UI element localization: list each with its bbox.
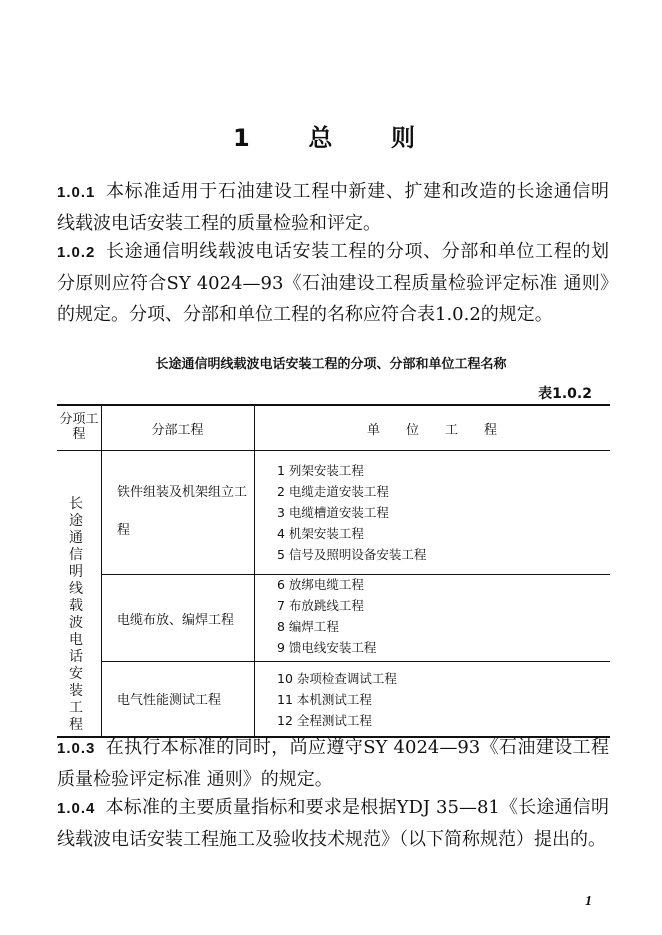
- clause-1-0-1: [57, 176, 609, 239]
- page-number: 1: [585, 894, 592, 909]
- clause-text: 长途通信明线载波电话安装工程的分项、分部和单位工程的划分原则应符合SY 4024—93《石油建设工程质量检验评定标准 通则》的规定。分项、分部和单位工程的名称应符合表1.0.2的规定。: [57, 241, 609, 325]
- header-unit: 单 位 工 程: [366, 423, 497, 438]
- header-division: 分部工程: [151, 423, 204, 438]
- unit-row: 4 机架安装工程: [277, 526, 364, 541]
- unit-row: 9 馈电线安装工程: [277, 640, 377, 655]
- clause-1-0-2: [57, 236, 609, 330]
- clause-number: 1.0.4: [57, 800, 96, 817]
- unit-row: 1 列架安装工程: [277, 463, 364, 478]
- unit-row: 3 电缆槽道安装工程: [277, 505, 389, 520]
- clause-1-0-3: [57, 732, 609, 795]
- table-caption: 长途通信明线载波电话安装工程的分项、分部和单位工程名称: [155, 357, 507, 372]
- unit-row: 12 全程测试工程: [277, 713, 372, 728]
- table-divider: [101, 406, 102, 736]
- division-group-2: 电缆布放、编焊工程: [117, 613, 235, 628]
- clause-1-0-4: [57, 792, 609, 855]
- clause-number: 1.0.2: [57, 244, 96, 261]
- group-rule: [101, 661, 610, 662]
- header-subitem: 分项工程: [59, 412, 99, 442]
- unit-row: 6 放绑电缆工程: [277, 577, 364, 592]
- table-divider: [254, 406, 255, 736]
- clause-number: 1.0.3: [57, 740, 96, 757]
- unit-row: 11 本机测试工程: [277, 692, 372, 707]
- unit-row: 8 编焊工程: [277, 619, 339, 634]
- unit-row: 5 信号及照明设备安装工程: [277, 547, 427, 562]
- clause-text: 本标准适用于石油建设工程中新建、扩建和改造的长途通信明线载波电话安装工程的质量检验和评定。: [57, 181, 609, 234]
- division-group-3: 电气性能测试工程: [117, 693, 222, 708]
- unit-row: 7 布放跳线工程: [277, 598, 364, 613]
- table-number: 表1.0.2: [538, 386, 592, 402]
- clause-text: 在执行本标准的同时，尚应遵守SY 4024—93《石油建设工程质量检验评定标准 通则》的规定。: [57, 737, 609, 790]
- clause-number: 1.0.1: [57, 184, 96, 201]
- classification-table: [57, 404, 610, 738]
- page-title: 1 总 则: [232, 124, 430, 152]
- project-name-vertical: 长途通信明线载波电话安装工程: [69, 496, 83, 733]
- clause-text: 本标准的主要质量指标和要求是根据YDJ 35—81《长途通信明线载波电话安装工程施工及验收技术规范》（以下简称规范）提出的。: [57, 797, 609, 850]
- division-group-1: 铁件组装及机架组立工程: [117, 485, 248, 538]
- header-rule: [57, 450, 610, 451]
- unit-row: 2 电缆走道安装工程: [277, 484, 389, 499]
- unit-row: 10 杂项检查调试工程: [277, 671, 397, 686]
